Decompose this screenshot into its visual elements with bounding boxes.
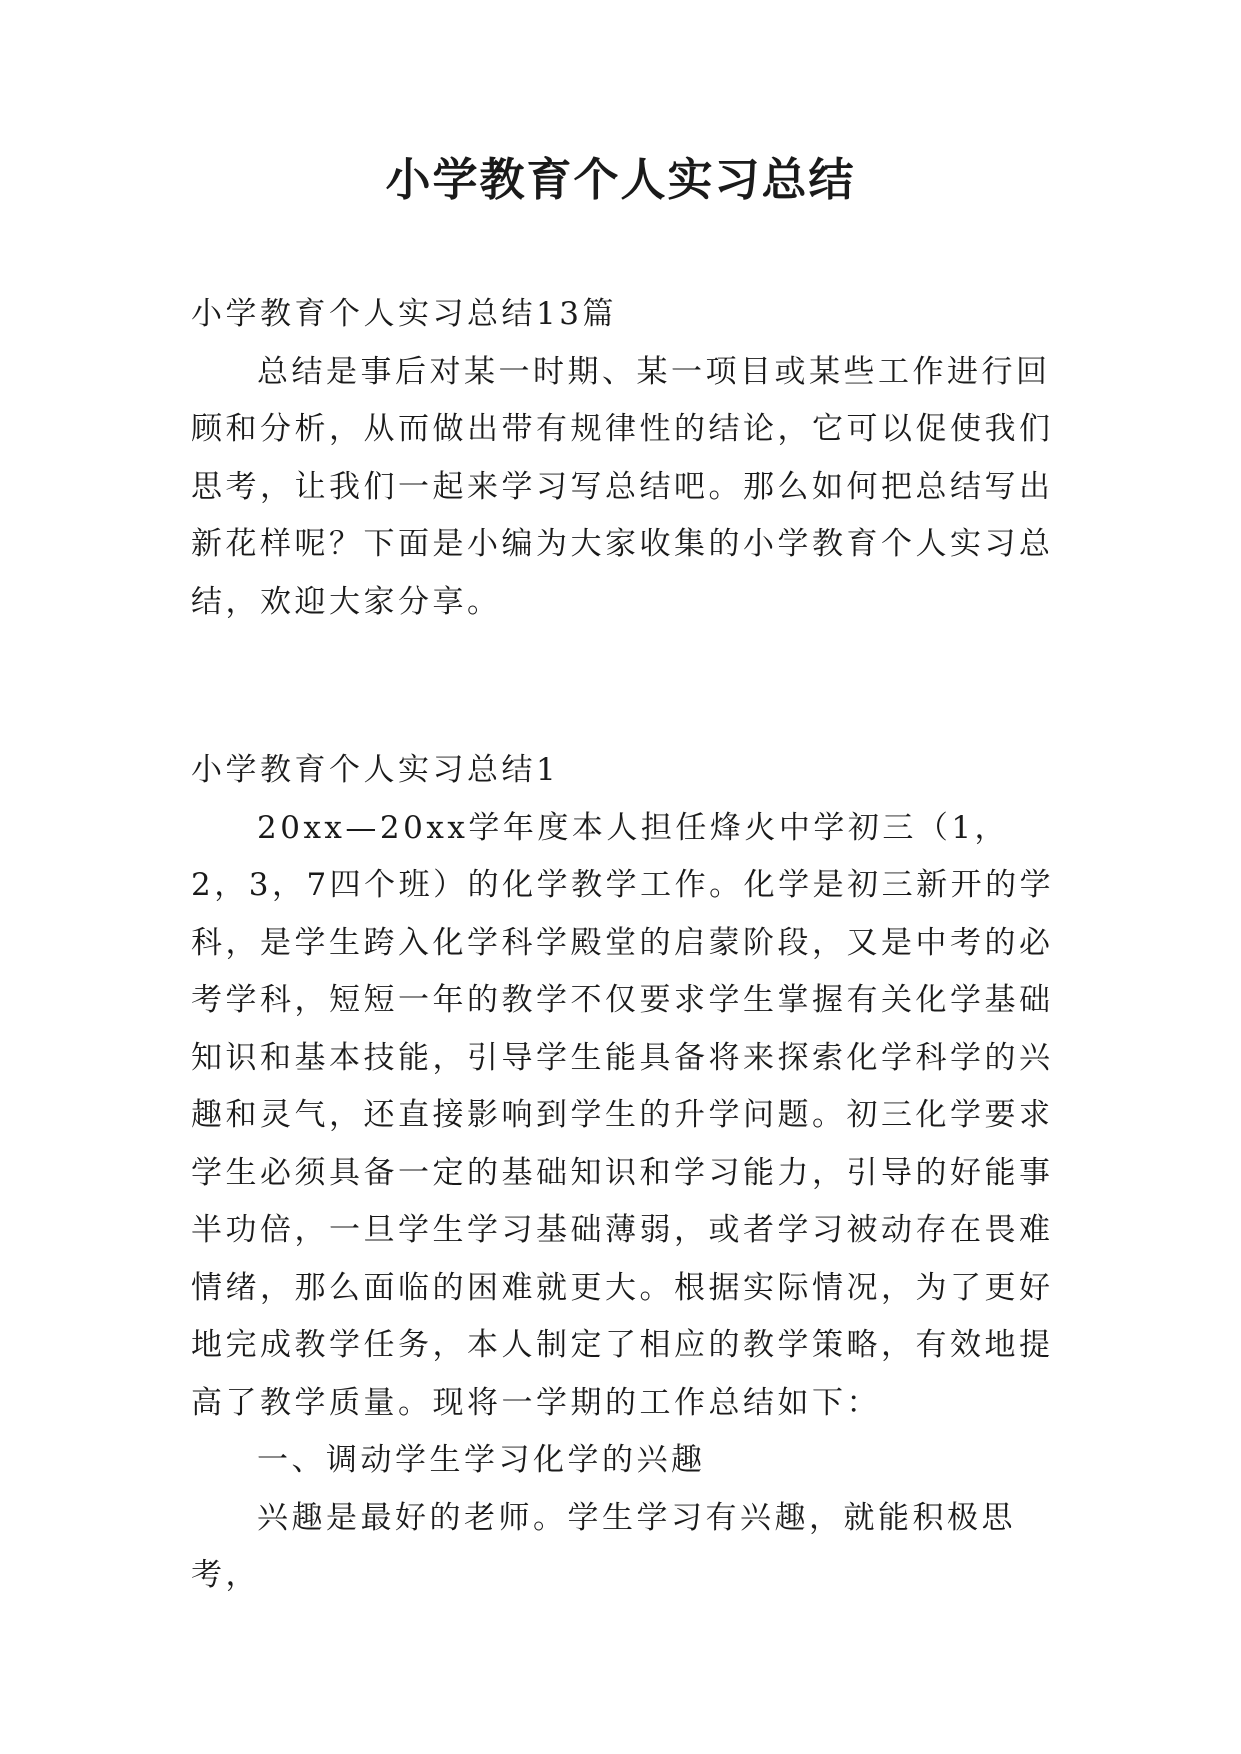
collection-heading: 小学教育个人实习总结13篇 [191,296,617,332]
intro-block [191,286,1061,631]
intro-paragraph: 总结是事后对某一时期、某一项目或某些工作进行回顾和分析，从而做出带有规律性的结论，它可以促使我们思考，让我们一起来学习写总结吧。那么如何把总结写出新花样呢？下面是小编为大家收集的小学教育个人实习总结，欢迎大家分享。 [191,353,1054,620]
section-heading: 小学教育个人实习总结1 [191,752,560,788]
section-paragraph: 20xx—20xx学年度本人担任烽火中学初三（1，2，3，7四个班）的化学教学工作。化学是初三新开的学科，是学生跨入化学科学殿堂的启蒙阶段，又是中考的必考学科，短短一年的教学不仅要求学生掌握有关化学基础知识和基本技能，引导学生能具备将来探索化学科学的兴趣和灵气，还直接影响到学生的升学问题。初三化学要求学生必须具备一定的基础知识和学习能力，引导的好能事半功倍，一旦学生学习基础薄弱，或者学习被动存在畏难情绪，那么面临的困难就更大。根据实际情况，为了更好地完成教学任务，本人制定了相应的教学策略，有效地提高了教学质量。现将一学期的工作总结如下： [191,809,1055,1421]
subheading: 一、调动学生学习化学的兴趣 [257,1442,706,1478]
document-title: 小学教育个人实习总结 [385,153,856,206]
section-1-block [191,742,1061,1605]
subparagraph: 兴趣是最好的老师。学生学习有兴趣，就能积极思考， [191,1499,1016,1593]
